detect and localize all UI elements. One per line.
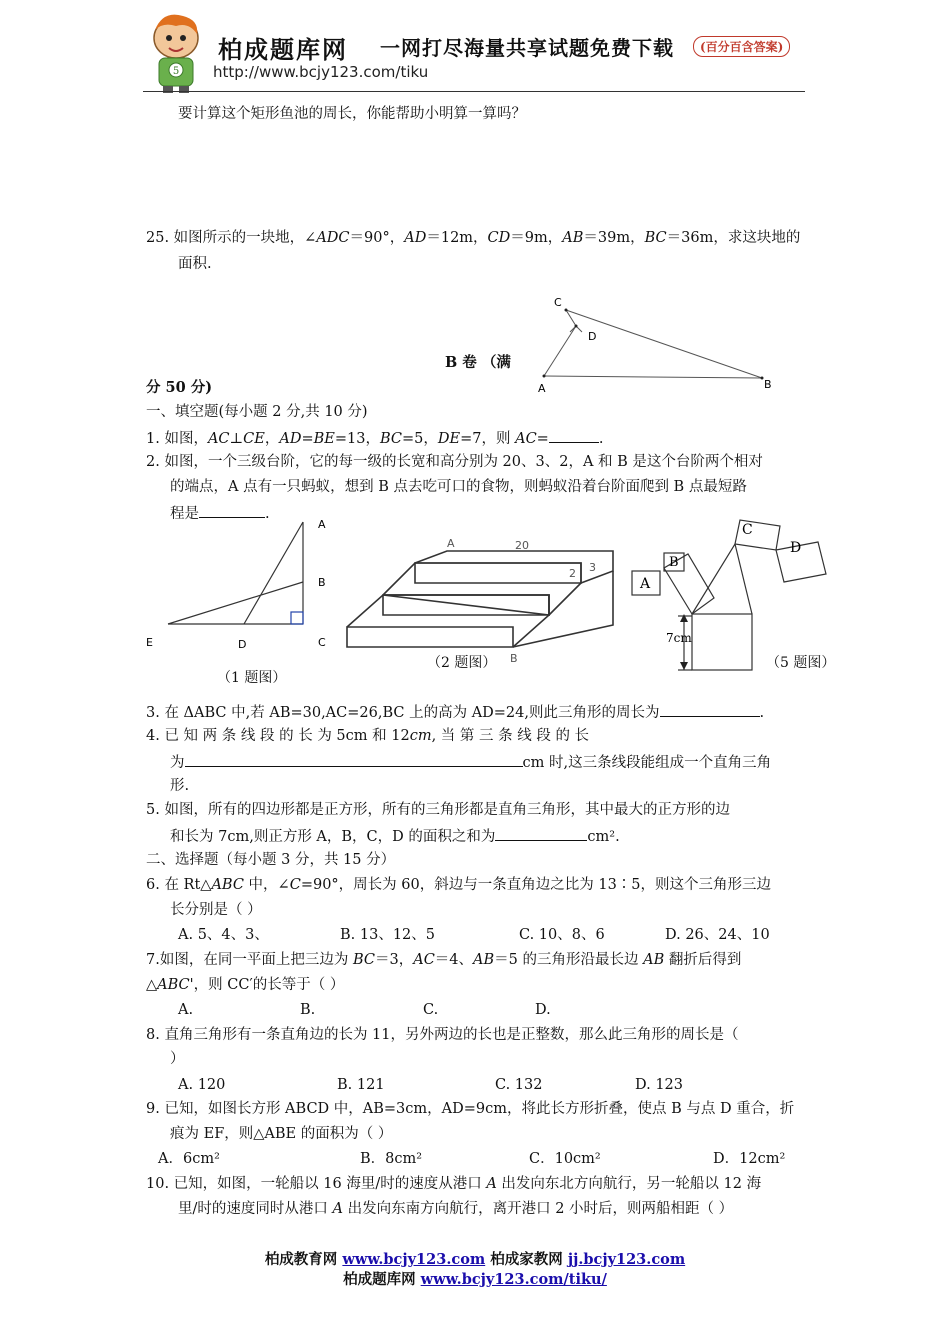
part1-heading: 一、填空题(每小题 2 分,共 10 分) bbox=[146, 404, 368, 420]
fig5-label-d: D bbox=[790, 540, 802, 556]
q8-option-b[interactable]: B. 121 bbox=[337, 1077, 385, 1093]
fig1 bbox=[140, 512, 340, 692]
fig2-caption: （2 题图） bbox=[427, 655, 497, 671]
fig1-label-b: B bbox=[318, 576, 326, 589]
fig1-label-a: A bbox=[318, 518, 326, 531]
q3-answer-blank[interactable] bbox=[660, 701, 760, 717]
q7-option-d[interactable]: D. bbox=[535, 1002, 551, 1018]
q10-line2: 里/时的速度同时从港口 A 出发向东南方向航行，离开港口 2 小时后，则两船相距（ ） bbox=[178, 1201, 734, 1217]
fig1-label-e: E bbox=[146, 636, 153, 649]
q9-line1: 9. 已知，如图长方形 ABCD 中，AB=3cm，AD=9cm，将此长方形折叠，使点 B 与点 D 重合，折 bbox=[146, 1101, 795, 1117]
answer-badge: (百分百含答案) bbox=[693, 36, 790, 57]
q9-option-d[interactable]: D．12cm² bbox=[713, 1151, 786, 1167]
q7-option-b[interactable]: B. bbox=[300, 1002, 316, 1018]
q6-option-d[interactable]: D. 26、24、10 bbox=[665, 927, 770, 943]
q6-option-b[interactable]: B. 13、12、5 bbox=[340, 927, 436, 943]
q25-line1: 25. 如图所示的一块地，∠ADC＝90°，AD＝12m，CD＝9m，AB＝39m，BC＝36m，求这块地的 bbox=[146, 230, 801, 246]
q6-option-a[interactable]: A. 5、4、3、 bbox=[178, 927, 269, 943]
fig5-label-a: A bbox=[640, 576, 651, 592]
q2-line3: 程是 . bbox=[170, 502, 270, 524]
fig5 bbox=[630, 510, 835, 675]
q1-answer-blank[interactable] bbox=[549, 427, 599, 443]
footer-link-tiku[interactable]: www.bcjy123.com/tiku/ bbox=[420, 1271, 607, 1288]
q8-option-d[interactable]: D. 123 bbox=[635, 1077, 684, 1093]
footer-line2: 柏成题库网 www.bcjy123.com/tiku/ bbox=[343, 1271, 607, 1288]
q9-option-b[interactable]: B．8cm² bbox=[360, 1151, 423, 1167]
fig2 bbox=[343, 535, 618, 665]
footer-link-main[interactable]: www.bcjy123.com bbox=[342, 1251, 486, 1268]
q5-line2: 和长为 7cm,则正方形 A，B，C，D 的面积之和为 cm². bbox=[170, 825, 620, 847]
fig2-label-3: 3 bbox=[589, 561, 596, 574]
footer-link-jj[interactable]: jj.bcjy123.com bbox=[567, 1251, 686, 1268]
q24-tail: 要计算这个矩形鱼池的周长，你能帮助小明算一算吗？ bbox=[178, 106, 526, 122]
q8-line1: 8. 直角三角形有一条直角边的长为 11，另外两边的长也是正整数，那么此三角形的周长是（ bbox=[146, 1027, 739, 1043]
q5-answer-blank[interactable] bbox=[495, 825, 587, 841]
fig5-label-b: B bbox=[669, 555, 679, 570]
mascot-logo bbox=[143, 8, 209, 94]
svg-text:5: 5 bbox=[172, 66, 180, 77]
header-rule bbox=[143, 91, 805, 92]
q7-option-a[interactable]: A. bbox=[178, 1002, 194, 1018]
q4-line3: 形. bbox=[170, 778, 190, 794]
fig2-label-2: 2 bbox=[569, 567, 576, 580]
q4-line2: 为 cm 时,这三条线段能组成一个直角三角 bbox=[170, 751, 771, 773]
fig5-label-len: 7cm bbox=[666, 631, 692, 645]
fig1-label-d: D bbox=[238, 638, 247, 651]
site-slogan: 一网打尽海量共享试题免费下载 bbox=[380, 36, 674, 60]
q4-answer-blank[interactable] bbox=[185, 751, 523, 767]
q9-line2: 痕为 EF，则△ABE 的面积为（ ） bbox=[170, 1126, 393, 1142]
q25-line2: 面积. bbox=[178, 256, 212, 272]
fig1-label-c: C bbox=[318, 636, 326, 649]
q25-label-b: B bbox=[764, 378, 772, 391]
q7-line1: 7.如图，在同一平面上把三边为 BC＝3，AC＝4、AB＝5 的三角形沿最长边 AB 翻折后得到 bbox=[146, 952, 742, 968]
footer-line1: 柏成教育网 www.bcjy123.com 柏成家教网 jj.bcjy123.com bbox=[264, 1251, 686, 1268]
part2-heading: 二、选择题（每小题 3 分，共 15 分） bbox=[146, 852, 396, 868]
q4-line1: 4. 已 知 两 条 线 段 的 长 为 5cm 和 12cm, 当 第 三 条 线 段 的 长 bbox=[146, 728, 590, 744]
fig5-label-c: C bbox=[742, 522, 753, 538]
q2-line2: 的端点，A 点有一只蚂蚁，想到 B 点去吃可口的食物，则蚂蚁沿着台阶面爬到 B 点最短路 bbox=[170, 479, 747, 495]
q3: 3. 在 ΔABC 中,若 AB=30,AC=26,BC 上的高为 AD=24,则此三角形的周长为 . bbox=[146, 701, 764, 723]
fig2-label-a: A bbox=[447, 537, 455, 550]
q6-option-c[interactable]: C. 10、8、6 bbox=[519, 927, 605, 943]
q7-option-c[interactable]: C. bbox=[423, 1002, 439, 1018]
q8-option-a[interactable]: A. 120 bbox=[178, 1077, 226, 1093]
q9-option-c[interactable]: C．10cm² bbox=[529, 1151, 601, 1167]
section-b-title: B 卷 （满 bbox=[445, 354, 511, 371]
q7-line2: △ABC'，则 CC′的长等于（ ） bbox=[146, 977, 345, 993]
fig2-label-b: B bbox=[510, 652, 518, 665]
q1: 1. 如图，AC⊥CE，AD=BE=13，BC=5，DE=7，则 AC= . bbox=[146, 427, 603, 449]
q8-option-c[interactable]: C. 132 bbox=[495, 1077, 543, 1093]
q6-line1: 6. 在 Rt△ABC 中，∠C=90°，周长为 60，斜边与一条直角边之比为 13∶5，则这个三角形三边 bbox=[146, 877, 772, 893]
q25-figure bbox=[530, 290, 790, 400]
fig2-label-20: 20 bbox=[515, 539, 529, 552]
q25-label-c: C bbox=[554, 296, 562, 309]
q8-line2: ） bbox=[170, 1051, 185, 1067]
q25-label-d: D bbox=[588, 330, 597, 343]
fig5-caption: （5 题图） bbox=[766, 655, 836, 671]
header-url[interactable]: http://www.bcjy123.com/tiku bbox=[213, 63, 429, 81]
q5-line1: 5. 如图，所有的四边形都是正方形，所有的三角形都是直角三角形，其中最大的正方形的边 bbox=[146, 802, 730, 818]
site-name: 柏成题库网 bbox=[218, 35, 348, 64]
q2-line1: 2. 如图，一个三级台阶，它的每一级的长宽和高分别为 20、3、2，A 和 B 是这个台阶两个相对 bbox=[146, 454, 763, 470]
q6-line2: 长分别是（ ） bbox=[170, 902, 262, 918]
fig1-caption: （1 题图） bbox=[217, 670, 287, 686]
q9-option-a[interactable]: A．6cm² bbox=[158, 1151, 220, 1167]
q25-label-a: A bbox=[538, 382, 546, 395]
section-b-title-cont: 分 50 分) bbox=[146, 379, 213, 396]
q10-line1: 10. 已知，如图，一轮船以 16 海里/时的速度从港口 A 出发向东北方向航行，另一轮船以 12 海 bbox=[146, 1176, 762, 1192]
